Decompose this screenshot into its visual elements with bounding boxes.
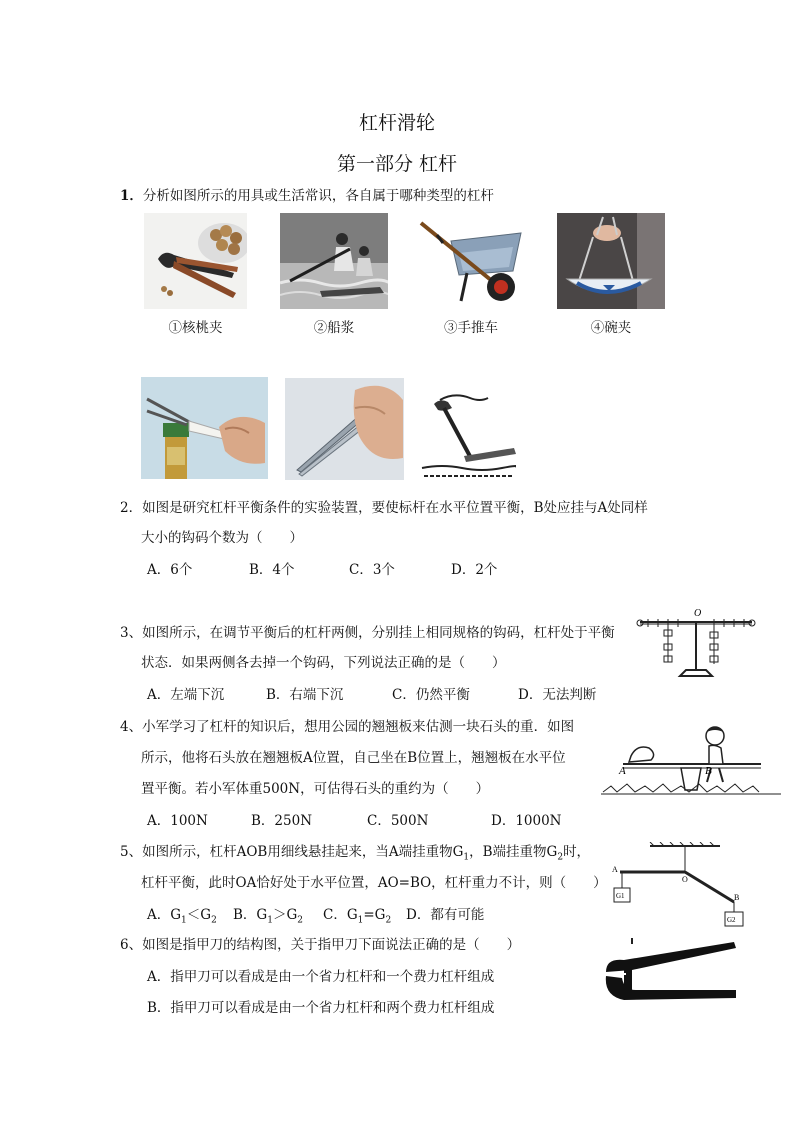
option-b-relation: ＞G: [272, 907, 298, 923]
question-5-option-a: [147, 906, 217, 930]
question-5-option-d: D．都有可能: [406, 907, 485, 923]
question-4-option-d: D．1000N: [491, 813, 562, 829]
question-5-sub-1: 1: [463, 852, 470, 863]
seesaw-label-b: B: [705, 765, 712, 777]
question-2-option-d: D．2个: [451, 562, 498, 578]
question-1-text: 分析如图所示的用具或生活常识，各自属于哪种类型的杠杆: [142, 188, 494, 204]
balance-lever-figure: [636, 604, 756, 680]
section-title: 第一部分 杠杆: [336, 153, 458, 175]
question-3-option-c: C．仍然平衡: [392, 687, 470, 703]
question-1: [120, 187, 494, 205]
question-2-option-b: B．4个: [249, 562, 295, 578]
option-c-sub-1: 1: [357, 915, 364, 926]
question-6-option-b: B．指甲刀可以看成是由一个省力杠杆和两个费力杠杆组成: [147, 1000, 495, 1016]
option-a-g: A．G: [147, 907, 182, 923]
question-1-number: 1．: [120, 188, 143, 204]
bottle-opener-photo: [141, 377, 268, 479]
question-4-option-b: B．250N: [251, 813, 313, 829]
question-3-line-1: 3、如图所示，在调节平衡后的杠杆两侧，分别挂上相同规格的钩码，杠杆处于平衡: [120, 625, 615, 641]
aob-lever-figure: [610, 842, 750, 930]
caption-nutcracker: ①核桃夹: [168, 320, 223, 336]
option-b-sub-2: 2: [297, 915, 303, 926]
question-3-option-b: B．右端下沉: [266, 687, 344, 703]
option-a-sub-1: 1: [181, 915, 187, 926]
question-4-line-3: 置平衡。若小军体重500N，可估得石头的重约为（ ）: [141, 781, 490, 797]
lever-label-a: A: [612, 865, 618, 874]
caption-rowing: ②船浆: [313, 320, 355, 336]
question-3-line-2: 状态．如果两侧各去掉一个钩码，下列说法正确的是（ ）: [141, 655, 506, 671]
option-a-sub-2: 2: [211, 915, 217, 926]
lever-sketch-figure: [420, 390, 516, 480]
question-5-sub-2: 2: [557, 852, 564, 863]
question-5-text-b: ，B端挂重物G: [469, 844, 558, 860]
question-4-option-a: A．100N: [147, 813, 208, 829]
option-c-sub-2: 2: [385, 915, 392, 926]
question-5-line-2: 杠杆平衡，此时OA恰好处于水平位置，AO=BO，杠杆重力不计，则（ ）: [141, 875, 607, 891]
nutcracker-photo: [144, 213, 247, 309]
option-b-sub-1: 1: [267, 915, 273, 926]
caption-wheelbarrow: ③手推车: [444, 320, 498, 336]
option-c-g: C．G: [323, 907, 358, 923]
question-3-option-a: A．左端下沉: [147, 687, 225, 703]
rowing-photo: [280, 213, 388, 309]
weight-label-g1: G1: [616, 892, 625, 900]
question-5-option-c: [323, 906, 391, 930]
lever-label-b: B: [734, 893, 740, 902]
question-5-text-c: 时，: [563, 844, 591, 860]
question-4-line-1: 4、小军学习了杠杆的知识后，想用公园的翘翘板来估测一块石头的重．如图: [120, 719, 575, 735]
caption-bowl-clip: ④碗夹: [590, 320, 632, 336]
question-5-option-b: [233, 906, 303, 930]
question-2-option-a: A．6个: [147, 562, 193, 578]
question-2-line-1: 2．如图是研究杠杆平衡条件的实验装置，要使标杆在水平位置平衡，B处应挂与A处同样: [120, 500, 648, 516]
question-6-line-1: 6、如图是指甲刀的结构图，关于指甲刀下面说法正确的是（ ）: [120, 937, 521, 953]
weight-label-g2: G2: [727, 916, 736, 924]
seesaw-figure: [601, 716, 781, 798]
bowl-clip-photo: [557, 213, 665, 309]
question-5-line-1: [120, 843, 590, 867]
pivot-label-o: O: [694, 608, 702, 619]
question-3-option-d: D．无法判断: [518, 687, 597, 703]
nail-clipper-figure: [600, 936, 740, 1010]
tweezers-photo: [285, 378, 404, 480]
question-2-option-c: C．3个: [349, 562, 395, 578]
page-title: 杠杆滑轮: [358, 112, 435, 134]
question-4-line-2: 所示，他将石头放在翘翘板A位置，自己坐在B位置上，翘翘板在水平位: [141, 750, 566, 766]
seesaw-label-a: A: [619, 765, 626, 777]
option-c-relation: =G: [363, 907, 386, 923]
question-4-option-c: C．500N: [367, 813, 429, 829]
question-6-option-a: A．指甲刀可以看成是由一个省力杠杆和一个费力杠杆组成: [147, 969, 495, 985]
lever-label-o: O: [682, 875, 688, 884]
wheelbarrow-photo: [417, 213, 525, 309]
option-a-relation: ＜G: [186, 907, 212, 923]
option-b-g: B．G: [233, 907, 268, 923]
question-5-text-a: 5、如图所示，杠杆AOB用细线悬挂起来，当A端挂重物G: [120, 844, 464, 860]
question-2-line-2: 大小的钩码个数为（ ）: [141, 530, 303, 546]
